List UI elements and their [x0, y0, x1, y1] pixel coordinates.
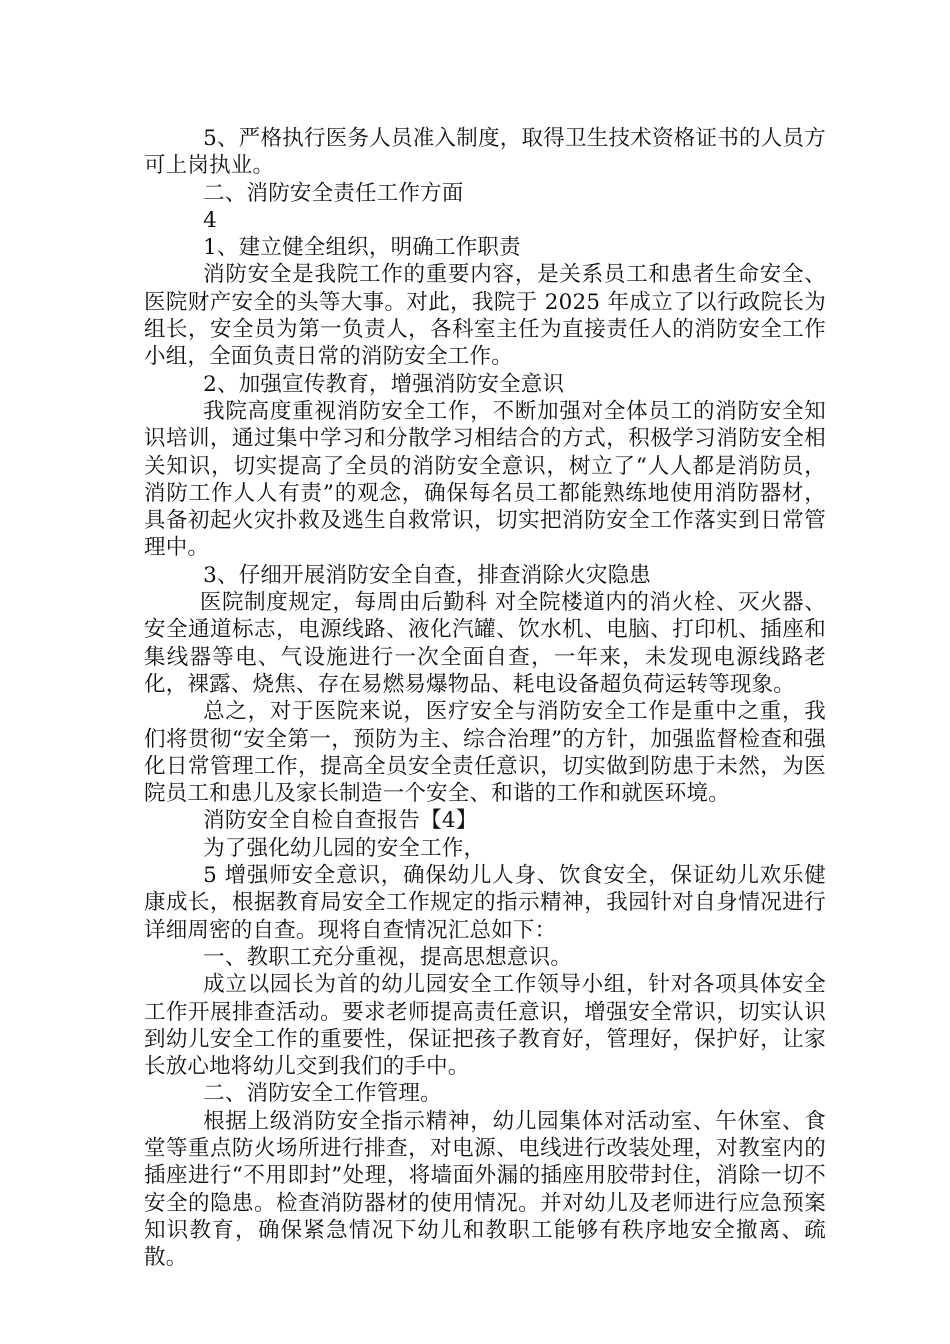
- document-body: [144, 125, 826, 1271]
- paragraph-education: 我院高度重视消防安全工作，不断加强对全体员工的消防安全知识培训，通过集中学习和分散学习相结合的方式，积极学习消防安全相关知识，切实提高了全员的消防安全意识，树立了“人人都是消防员，消防工作人人有责”的观念，确保每名员工都能熟练地使用消防器材，具备初起火灾扑救及逃生自救常识，切实把消防安全工作落实到日常管理中。: [144, 398, 826, 561]
- subheading-self-inspection: 3、仔细开展消防安全自查，排查消除火灾隐患: [203, 562, 652, 588]
- paragraph-rule-5: 5、严格执行医务人员准入制度，取得卫生技术资格证书的人员方可上岗执业。: [144, 126, 826, 179]
- section-heading-fire-safety-responsibility: 二、消防安全责任工作方面: [203, 180, 464, 206]
- report-title-4: 消防安全自检自查报告【4】: [203, 808, 478, 834]
- paragraph-summary: 总之，对于医院来说，医疗安全与消防安全工作是重中之重，我们将贯彻“安全第一，预防为主、综合治理”的方针，加强监督检查和强化日常管理工作，提高全员安全责任意识，切实做到防患于未然，为医院员工和患儿及家长制造一个安全、和谐的工作和就医环境。: [144, 699, 826, 807]
- subheading-education: 2、加强宣传教育，增强消防安全意识: [203, 371, 565, 397]
- paragraph-fire-management: 根据上级消防安全指示精神，幼儿园集体对活动室、午休室、食堂等重点防火场所进行排查，对电源、电线进行改装处理，对教室内的插座进行“不用即封”处理，将墙面外漏的插座用胶带封住，消除一切不安全的隐患。检查消防器材的使用情况。并对幼儿及老师进行应急预案知识教育，确保紧急情况下幼儿和教职工能够有秩序地安全撤离、疏散。: [144, 1108, 826, 1271]
- paragraph-kindergarten-intro: 为了强化幼儿园的安全工作，: [203, 835, 486, 861]
- paragraph-self-inspection: 医院制度规定，每周由后勤科 对全院楼道内的消火栓、灭火器、安全通道标志，电源线路、液化汽罐、饮水机、电脑、打印机、插座和集线器等电、气设施进行一次全面自查，一年来，未发现电源线路老化，裸露、烧焦、存在易燃易爆物品、耗电设备超负荷运转等现象。: [144, 590, 826, 697]
- paragraph-organization: 消防安全是我院工作的重要内容，是关系员工和患者生命安全、医院财产安全的头等大事。对此，我院于 2025 年成立了以行政院长为组长，安全员为第一负责人，各科室主任为直接责任人的消防安全工作小组，全面负责日常的消防安全工作。: [144, 262, 826, 370]
- subheading-organization: 1、建立健全组织，明确工作职责: [203, 235, 521, 261]
- paragraph-staff-awareness: 成立以园长为首的幼儿园安全工作领导小组，针对各项具体安全工作开展排查活动。要求老师提高责任意识，增强安全常识，切实认识到幼儿安全工作的重要性，保证把孩子教育好，管理好，保护好，让家长放心地将幼儿交到我们的手中。: [144, 972, 826, 1080]
- paragraph-kindergarten-purpose: 5 增强师安全意识，确保幼儿人身、饮食安全，保证幼儿欢乐健康成长，根据教育局安全工作规定的指示精神，我园针对自身情况进行详细周密的自查。现将自查情况汇总如下：: [144, 863, 826, 943]
- page-marker: 4: [203, 207, 218, 233]
- subheading-fire-management: 二、消防安全工作管理。: [203, 1081, 442, 1107]
- subheading-staff-awareness: 一、教职工充分重视，提高思想意识。: [203, 944, 573, 970]
